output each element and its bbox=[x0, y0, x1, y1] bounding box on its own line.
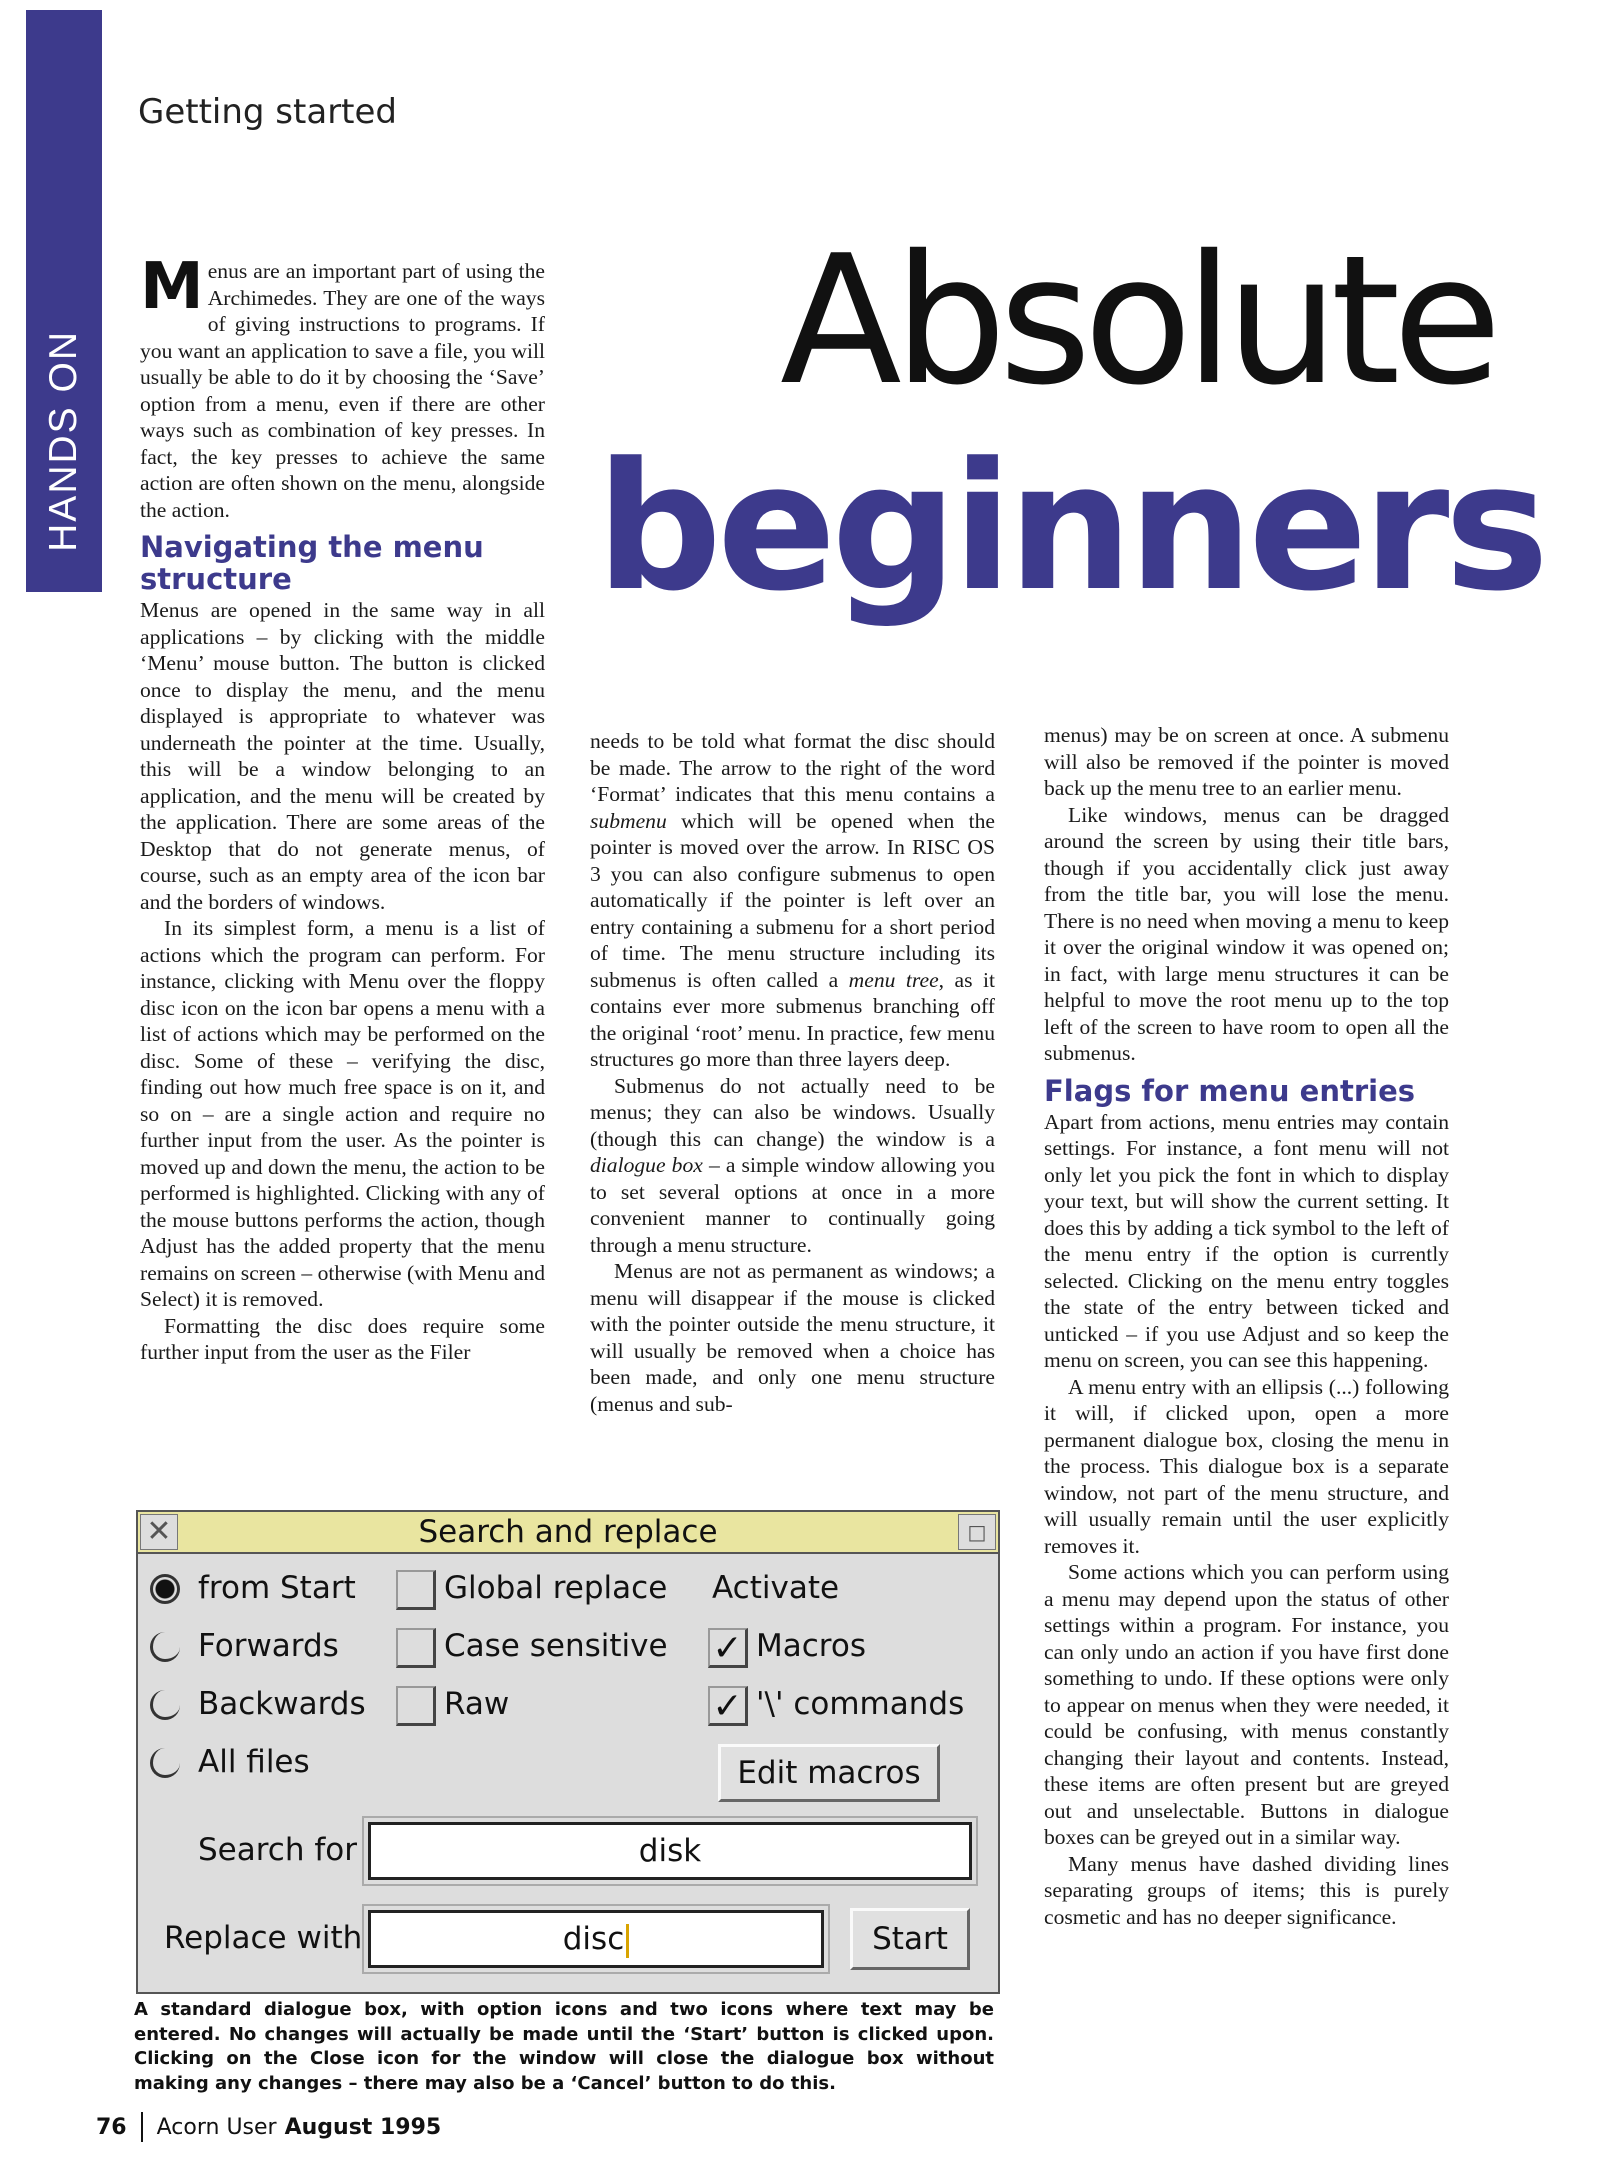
paragraph: Menus are opened in the same way in all applications – by clicking with the middle ‘Menu’ mouse button. The button is clicked once to display the menu, and the menu displayed is appropriate to whatever was underneath the pointer at the time. Usually, this will be a window belonging to an application, and the menu will be created by the application. There are some areas of the Desktop that do not generate menus, of course, such as an empty area of the icon bar and the borders of windows. bbox=[140, 598, 545, 914]
headline-line1: Absolute bbox=[780, 217, 1494, 424]
sidebar-text: HANDS ON bbox=[42, 330, 85, 552]
radio-all-files[interactable] bbox=[150, 1748, 180, 1778]
replace-with-label: Replace with bbox=[164, 1920, 363, 1956]
radio-label: All files bbox=[198, 1744, 310, 1780]
checkbox-case-sensitive[interactable] bbox=[396, 1628, 436, 1668]
edit-macros-button[interactable]: Edit macros bbox=[718, 1744, 940, 1802]
toggle-size-icon[interactable]: □ bbox=[958, 1514, 996, 1550]
headline-line2: beginners bbox=[596, 425, 1545, 630]
radio-label: Backwards bbox=[198, 1686, 366, 1722]
checkbox-label: '\' commands bbox=[756, 1686, 965, 1722]
subheading-navigating: Navigating the menu structure bbox=[140, 530, 484, 596]
magazine-name: Acorn User bbox=[156, 2114, 277, 2140]
radio-label: Forwards bbox=[198, 1628, 339, 1664]
replace-input[interactable]: disc bbox=[368, 1910, 824, 1968]
page-number: 76 bbox=[96, 2114, 127, 2140]
search-replace-dialog bbox=[136, 1510, 1000, 1994]
paragraph: In its simplest form, a menu is a list of actions which the program can perform. For instance, clicking with Menu over the floppy disc icon on the icon bar opens a menu with a list of actions which may be performed on the disc. Some of these – verifying the disc, finding out how much free space is on it, and so on – are a single action and require no further input from the user. As the pointer is moved up and down the menu, the action to be performed is highlighted. Clicking with any of the mouse buttons performs the action, though Adjust has the added property that the menu remains on screen – otherwise (with Menu and Select) it is removed. bbox=[140, 916, 545, 1311]
paragraph: Submenus do not actually need to be menus; they can also be windows. Usually (though this can change) the window is a dialogue box – a simple window allowing you to set several options at once in a more convenient manner to continually going through a menu structure. bbox=[590, 1073, 995, 1257]
checkbox-global-replace[interactable] bbox=[396, 1570, 436, 1610]
column-2 bbox=[590, 728, 995, 1417]
dialog-title: Search and replace bbox=[418, 1514, 718, 1550]
radio-label: from Start bbox=[198, 1570, 356, 1606]
paragraph: Many menus have dashed dividing lines separating groups of items; this is purely cosmetic and has no deeper significance. bbox=[1044, 1851, 1449, 1929]
paragraph: Some actions which you can perform using a menu may depend upon the status of other settings within a program. For instance, you can only undo an action if you have first done something to undo. If these options were only to appear on menus when they were needed, it could be confusing, with menus constantly changing their layout and contents. Instead, these items are often present but are greyed out and unselectable. Buttons in dialogue boxes can be greyed out in a similar way. bbox=[1044, 1560, 1449, 1849]
checkbox-macros[interactable]: ✓ bbox=[708, 1628, 748, 1668]
paragraph: Menus are not as permanent as windows; a menu will disappear if the mouse is clicked with the pointer outside the menu structure, it will usually be removed when a choice has been made, and only one menu structure (menus and sub- bbox=[590, 1259, 995, 1416]
dialog-title-bar[interactable] bbox=[138, 1512, 998, 1554]
checkbox-label: Case sensitive bbox=[444, 1628, 668, 1664]
radio-backwards[interactable] bbox=[150, 1690, 180, 1720]
checkbox-label: Macros bbox=[756, 1628, 866, 1664]
paragraph: needs to be told what format the disc should be made. The arrow to the right of the word ‘Format’ indicates that this menu contains a submenu which will be opened when the pointer is moved over the arrow. In RISC OS 3 you can also configure submenus to open automatically if the pointer is left over an entry containing a submenu for a short period of time. The menu structure including its submenus is often called a menu tree, as it contains ever more submenus branching off the original ‘root’ menu. In practice, few menu structures go more than three layers deep. bbox=[590, 729, 995, 1071]
paragraph: Like windows, menus can be dragged around the screen by using their title bars, though if you accidentally click just away from the title bar, you will lose the menu. There is no need when moving a menu to keep it over the original window it was opened on; in fact, with large menu structures it can be helpful to move the root menu up to the top left of the screen to have room to open all the submenus. bbox=[1044, 802, 1449, 1065]
issue-date: August 1995 bbox=[284, 2114, 442, 2140]
page-footer bbox=[96, 2112, 441, 2142]
search-for-label: Search for bbox=[198, 1832, 357, 1868]
column-3 bbox=[1044, 722, 1449, 1930]
checkbox-label: Raw bbox=[444, 1686, 510, 1722]
checkbox-commands[interactable]: ✓ bbox=[708, 1686, 748, 1726]
start-button[interactable]: Start bbox=[850, 1908, 970, 1970]
section-label: Getting started bbox=[138, 92, 398, 132]
radio-from-start[interactable] bbox=[150, 1574, 180, 1604]
figure-caption: A standard dialogue box, with option icons and two icons where text may be entered. No changes will actually be made until the ‘Start’ button is clicked upon. Clicking on the Close icon for the window will close the dialogue box without making any changes – there may also be a ‘Cancel’ button to do this. bbox=[134, 1999, 994, 2094]
paragraph: A menu entry with an ellipsis (...) following it will, if clicked upon, open a more permanent dialogue box, closing the menu in the process. This dialogue box is a separate window, not part of the menu structure, and will usually remain until the user explicitly removes it. bbox=[1044, 1374, 1449, 1558]
text-caret bbox=[626, 1924, 629, 1958]
paragraph: menus) may be on screen at once. A submenu will also be removed if the pointer is moved back up the menu tree to an earlier menu. bbox=[1044, 723, 1449, 800]
sidebar-label bbox=[26, 10, 102, 592]
activate-label: Activate bbox=[712, 1570, 840, 1606]
drop-cap: M bbox=[140, 250, 204, 324]
intro-paragraph: Menus are an important part of using the Archimedes. They are one of the ways of giving instructions to programs. If you want an application to save a file, you will usually be able to do it by choosing the ‘Save’ option from a menu, even if there are other ways such as combination of key presses. In fact, the key presses to achieve the same action are often shown on the menu, alongside the action. bbox=[140, 250, 545, 522]
footer-divider bbox=[141, 2112, 143, 2142]
search-input[interactable]: disk bbox=[368, 1822, 972, 1880]
paragraph: Apart from actions, menu entries may contain settings. For instance, a font menu will not only let you pick the font in which to display your text, but will show the current setting. It does this by adding a tick symbol to the left of the menu entry if the option is currently selected. Clicking on the menu entry toggles the state of the entry between ticked and unticked – if you use Adjust and so keep the menu on screen, you can see this happening. bbox=[1044, 1109, 1449, 1372]
checkbox-label: Global replace bbox=[444, 1570, 668, 1606]
subheading-flags: Flags for menu entries bbox=[1044, 1073, 1415, 1108]
paragraph: Formatting the disc does require some further input from the user as the Filer bbox=[140, 1313, 545, 1364]
checkbox-raw[interactable] bbox=[396, 1686, 436, 1726]
close-icon[interactable]: ✕ bbox=[140, 1514, 178, 1550]
column-1 bbox=[140, 250, 545, 1366]
radio-forwards[interactable] bbox=[150, 1632, 180, 1662]
